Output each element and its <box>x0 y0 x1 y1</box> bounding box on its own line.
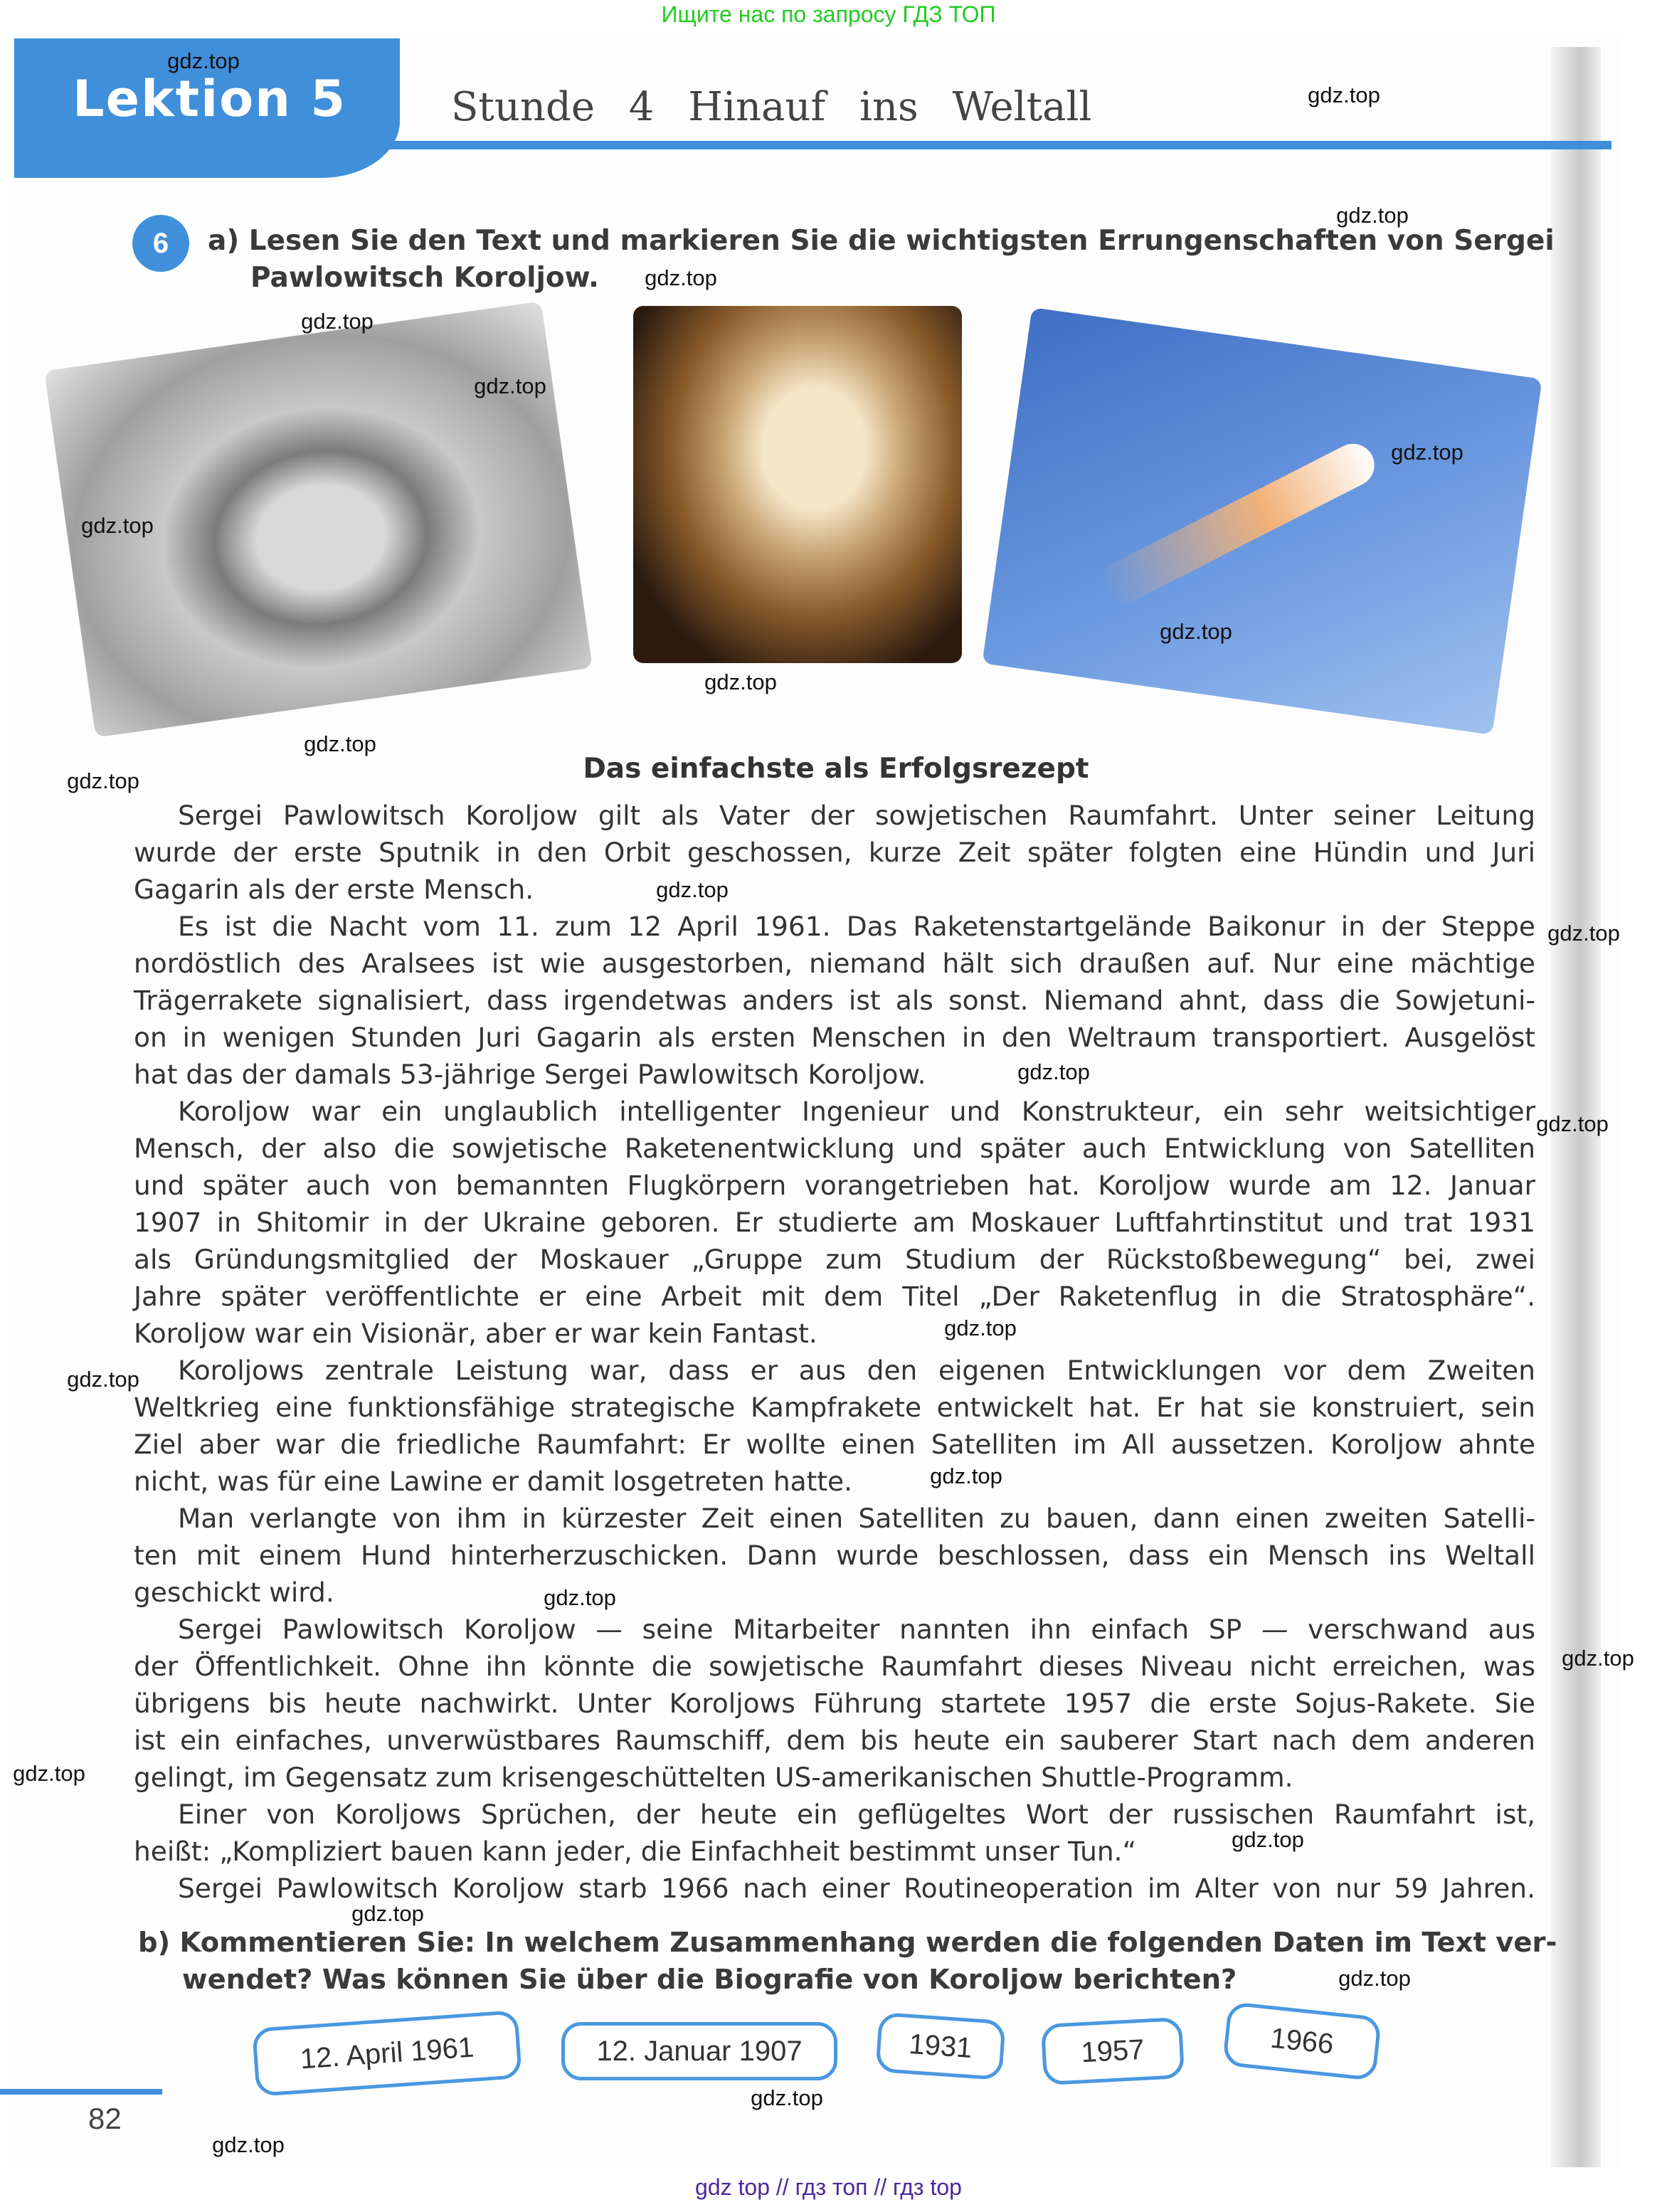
watermark: gdz.top <box>645 265 717 290</box>
watermark: gdz.top <box>751 2085 823 2110</box>
header-divider <box>381 141 1611 149</box>
hour-label: Stunde 4 <box>451 84 655 130</box>
watermark: gdz.top <box>544 1585 616 1610</box>
exercise-number-badge: 6 <box>132 215 189 272</box>
article-line: Sergei Pawlowitsch Koroljow starb 1966 nach einer Routineoperation im Alter von nur 59 Jahren. <box>178 1873 1535 1904</box>
article-line: Mensch, der also die sowjetische Raketenentwicklung und später auch Entwicklung von Satelliten <box>134 1133 1535 1164</box>
watermark: gdz.top <box>67 768 139 793</box>
watermark: gdz.top <box>13 1761 85 1786</box>
bottom-banner: gdz top // гдз топ // гдз top <box>695 2174 962 2200</box>
article-line: Koroljows zentrale Leistung war, dass er aus den eigenen Entwicklungen vor dem Zweiten <box>178 1355 1535 1386</box>
watermark: gdz.top <box>301 309 374 334</box>
task-a-line1: a) Lesen Sie den Text und markieren Sie die wichtigsten Errungenschaften von Sergei <box>208 225 1555 257</box>
date-box: 1931 <box>875 2012 1005 2080</box>
date-box: 1957 <box>1041 2017 1185 2085</box>
article-line: und später auch von bemannten Flugkörpern vorangetrieben hat. Koroljow wurde am 12. Januar <box>134 1170 1535 1201</box>
top-banner: Ищите нас по запросу ГДЗ ТОП <box>661 1 996 27</box>
watermark: gdz.top <box>304 731 376 756</box>
article-line: hat das der damals 53-jährige Sergei Pawlowitsch Koroljow. <box>134 1059 926 1090</box>
topic-label: Hinauf ins Weltall <box>688 84 1092 130</box>
date-box: 1966 <box>1222 2001 1382 2081</box>
watermark: gdz.top <box>930 1464 1002 1488</box>
rocket-flight-photo <box>982 307 1542 735</box>
article-line: ist ein einfaches, unverwüstbares Raumschiff, dem bis heute ein sauberer Start nach dem anderen <box>134 1725 1535 1756</box>
article-line: on in wenigen Stunden Juri Gagarin als ersten Menschen in den Weltraum transportiert. Ausgelöst <box>134 1022 1535 1053</box>
lesson-heading <box>451 84 1091 130</box>
article-line: Einer von Koroljows Sprüchen, der heute ein geflügeltes Wort der russischen Raumfahrt ist, <box>178 1799 1535 1830</box>
watermark: gdz.top <box>1160 619 1232 644</box>
rocket-trail <box>1096 436 1382 610</box>
date-box: 12. April 1961 <box>252 2010 522 2097</box>
watermark: gdz.top <box>1562 1646 1634 1671</box>
article-line: Weltkrieg eine funktionsfähige strategische Kampfrakete entwickelt hat. Er hat sie konstruiert, sein <box>134 1392 1535 1423</box>
watermark: gdz.top <box>474 374 546 398</box>
article-line: Trägerrakete signalisiert, dass irgendetwas anders ist als sonst. Niemand ahnt, dass die Sowjetuni- <box>134 985 1535 1016</box>
rocket-launch-photo <box>633 306 962 663</box>
watermark: gdz.top <box>167 48 240 73</box>
watermark: gdz.top <box>1536 1111 1609 1136</box>
article-line: Sergei Pawlowitsch Koroljow gilt als Vater der sowjetischen Raumfahrt. Unter seiner Leitung <box>178 800 1535 831</box>
article-line: Gagarin als der erste Mensch. <box>134 874 534 905</box>
watermark: gdz.top <box>1336 203 1409 228</box>
article-line: als Gründungsmitglied der Moskauer „Gruppe zum Studium der Rückstoßbewegung“ bei, zwei <box>134 1244 1535 1275</box>
article-line: nicht, was für eine Lawine er damit losgetreten hatte. <box>134 1466 853 1497</box>
article-line: Koroljow war ein Visionär, aber er war kein Fantast. <box>134 1318 817 1349</box>
task-a-line2: Pawlowitsch Koroljow. <box>250 262 599 294</box>
article-line: Koroljow war ein unglaublich intelligenter Ingenieur und Konstrukteur, ein sehr weitsichtiger <box>178 1096 1535 1127</box>
page-spine-shadow <box>1551 47 1601 2167</box>
article-line: nordöstlich des Aralsees ist wie ausgestorben, niemand hält sich draußen auf. Nur eine mächtige <box>134 948 1535 979</box>
watermark: gdz.top <box>1308 83 1380 107</box>
article-line: heißt: „Kompliziert bauen kann jeder, die Einfachheit bestimmt unser Tun.“ <box>134 1836 1137 1867</box>
article-line: wurde der erste Sputnik in den Orbit geschossen, kurze Zeit später folgten eine Hündin und Juri <box>134 837 1535 868</box>
watermark: gdz.top <box>212 2132 285 2157</box>
article-line: ten mit einem Hund hinterherzuschicken. Dann wurde beschlossen, dass ein Mensch ins Weltall <box>134 1540 1535 1571</box>
watermark: gdz.top <box>1232 1827 1304 1852</box>
watermark: gdz.top <box>1338 1966 1411 1991</box>
watermark: gdz.top <box>1391 440 1463 465</box>
watermark: gdz.top <box>67 1367 139 1392</box>
page-number-rule <box>0 2089 162 2095</box>
task-b-line2: wendet? Was können Sie über die Biografie von Koroljow berichten? <box>182 1964 1237 1996</box>
article-line: der Öffentlichkeit. Ohne ihn könnte die sowjetische Raumfahrt dieses Niveau nicht erreichen, was <box>134 1651 1535 1682</box>
task-b-line1: b) Kommentieren Sie: In welchem Zusammenhang werden die folgenden Daten im Text ver- <box>138 1927 1557 1959</box>
watermark: gdz.top <box>944 1316 1017 1340</box>
watermark: gdz.top <box>351 1901 424 1926</box>
watermark: gdz.top <box>1547 921 1620 946</box>
article-line: 1907 in Shitomir in der Ukraine geboren. Er studierte am Moskauer Luftfahrtinstitut und trat 1931 <box>134 1207 1535 1238</box>
article-line: Jahre später veröffentlichte er eine Arbeit mit dem Titel „Der Raketenflug in die Stratosphäre“. <box>134 1281 1535 1312</box>
article-line: gelingt, im Gegensatz zum krisengeschüttelten US-amerikanischen Shuttle-Programm. <box>134 1762 1293 1793</box>
watermark: gdz.top <box>656 877 729 902</box>
article-line: übrigens bis heute nachwirkt. Unter Koroljows Führung startete 1957 die erste Sojus-Rakete. Sie <box>134 1688 1535 1719</box>
text-title: Das einfachste als Erfolgsrezept <box>583 753 1089 785</box>
article-line: Es ist die Nacht vom 11. zum 12 April 1961. Das Raketenstartgelände Baikonur in der Steppe <box>178 911 1535 942</box>
lesson-label: Lektion 5 <box>73 70 347 128</box>
article-line: Ziel aber war die friedliche Raumfahrt: Er wollte einen Satelliten im All aussetzen. Koroljow ahnte <box>134 1429 1535 1460</box>
article-line: Man verlangte von ihm in kürzester Zeit einen Satelliten zu bauen, dann einen zweiten Satelli- <box>178 1503 1535 1534</box>
article-line: Sergei Pawlowitsch Koroljow — seine Mitarbeiter nannten ihn einfach SP — verschwand aus <box>178 1614 1535 1645</box>
date-box: 12. Januar 1907 <box>561 2022 837 2080</box>
watermark: gdz.top <box>704 670 777 694</box>
watermark: gdz.top <box>1017 1059 1090 1084</box>
page-number: 82 <box>88 2102 122 2135</box>
watermark: gdz.top <box>81 513 154 538</box>
article-line: geschickt wird. <box>134 1577 334 1608</box>
article-body <box>134 797 1535 1907</box>
